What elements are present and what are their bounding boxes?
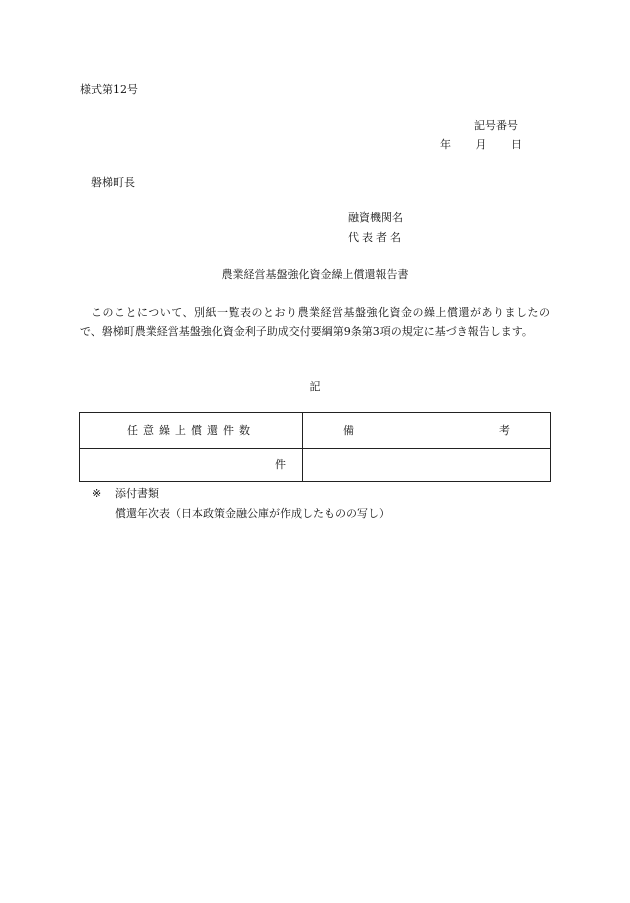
repayment-summary-table: [79, 412, 551, 482]
recipient: 磐梯町長: [91, 176, 135, 189]
day-label: 日: [511, 138, 522, 151]
month-label: 月: [475, 138, 487, 151]
year-label: 年: [440, 138, 451, 151]
header-remarks-char-1: 備: [343, 424, 354, 437]
table-header-row: [80, 413, 551, 449]
institution-name-label: 融資機関名: [348, 211, 403, 224]
body-paragraph: このことについて、別紙一覧表のとおり農業経営基盤強化資金の繰上償還がありましたので、磐梯町農業経営基盤強化資金利子助成交付要綱第9条第3項の規定に基づき報告します。: [80, 306, 550, 338]
attachments-label: 添付書類: [115, 487, 159, 500]
reference-mark-icon: ※: [92, 487, 102, 500]
reference-number-label: 記号番号: [474, 119, 518, 132]
count-unit: 件: [275, 458, 286, 472]
document-title: 農業経営基盤強化資金繰上償還報告書: [221, 268, 409, 281]
header-remarks-char-2: 考: [499, 424, 510, 437]
header-remarks: [303, 413, 551, 449]
date-line: [440, 138, 522, 151]
remarks-cell: [303, 449, 551, 482]
form-number: 様式第12号: [80, 83, 138, 96]
header-repayment-count: 任意繰上償還件数: [80, 413, 303, 449]
count-cell: [80, 449, 303, 482]
table-row: [80, 449, 551, 482]
representative-label: 代表者名: [348, 231, 404, 244]
attachment-item: 償還年次表（日本政策金融公庫が作成したものの写し）: [115, 507, 390, 520]
note-heading: 記: [309, 380, 321, 393]
